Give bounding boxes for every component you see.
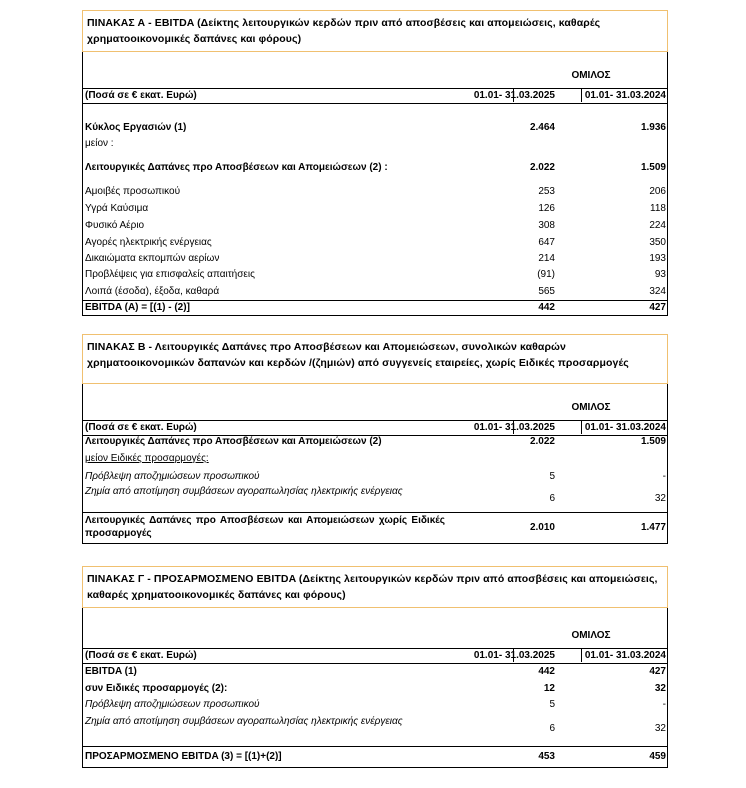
row-value-2024: 193 [649, 253, 666, 264]
table-row [83, 218, 667, 234]
row-value-2024: 350 [649, 237, 666, 248]
row-label: Φυσικό Αέριο [85, 220, 145, 231]
row-label: Ζημία από αποτίμηση συμβάσεων αγοραπωλησίας ηλεκτρικής ενέργειας [85, 716, 403, 727]
table-row [83, 184, 667, 200]
row-label: Αγορές ηλεκτρικής ενέργειας [85, 237, 212, 248]
row-value-2025: 2.022 [529, 162, 555, 173]
row-value-2024: 1.936 [640, 122, 666, 133]
column-header-2025: 01.01- 31.03.2025 [473, 90, 555, 101]
table-row [83, 267, 667, 283]
row-value-2024: 427 [649, 302, 666, 313]
table-row [83, 235, 667, 251]
row-value-2024: 427 [649, 666, 666, 677]
row-label: EBITDA (1) [85, 666, 137, 677]
row-label: μείον : [85, 138, 114, 149]
column-header-2024: 01.01- 31.03.2024 [584, 90, 666, 101]
table-row [83, 485, 667, 513]
row-value-2025: 442 [538, 302, 555, 313]
row-value-2024: - [662, 471, 666, 482]
row-value-2025: 2.010 [529, 522, 555, 533]
group-header: ΟΜΙΛΟΣ [571, 630, 611, 641]
table-b-title: ΠΙΝΑΚΑΣ Β - Λειτουργικές Δαπάνες προ Αποσβέσεων και Απομειώσεων, συνολικών καθαρών χρηματοοικονομικών δαπανών και κερδών /(ζημιών) από συγγενείς εταιρείες, χωρίς Ειδικές προσαρμογές [82, 334, 668, 384]
table-row [83, 201, 667, 217]
row-value-2024: 206 [649, 186, 666, 197]
row-value-2025: 5 [549, 699, 555, 710]
row-label: Ζημία από αποτίμηση συμβάσεων αγοραπωλησίας ηλεκτρικής ενέργειας [85, 486, 403, 497]
row-value-2025: 12 [543, 683, 555, 694]
row-value-2025: 253 [538, 186, 555, 197]
table-row [83, 664, 667, 680]
units-label: (Ποσά σε € εκατ. Ευρώ) [85, 422, 197, 433]
column-header-2025: 01.01- 31.03.2025 [473, 422, 555, 433]
table-a [82, 10, 668, 316]
table-b-body [82, 384, 668, 544]
row-label: Κύκλος Εργασιών (1) [85, 122, 187, 133]
table-row [83, 681, 667, 697]
table-row [83, 120, 667, 136]
row-label: Πρόβλεψη αποζημιώσεων προσωπικού [85, 699, 260, 710]
row-label: Δικαιώματα εκπομπών αερίων [85, 253, 220, 264]
row-value-2025: 5 [549, 471, 555, 482]
table-row [83, 469, 667, 485]
table-row [83, 434, 667, 450]
row-value-2025: 214 [538, 253, 555, 264]
row-value-2025: 565 [538, 286, 555, 297]
row-value-2024: - [662, 699, 666, 710]
table-c-body [82, 608, 668, 768]
total-row [83, 514, 667, 542]
row-value-2024: 459 [649, 751, 666, 762]
total-row [83, 300, 667, 316]
row-value-2025: 6 [549, 723, 555, 734]
group-header: ΟΜΙΛΟΣ [571, 402, 611, 413]
row-value-2025: 2.464 [529, 122, 555, 133]
row-label: Υγρά Καύσιμα [85, 203, 149, 214]
column-header-2024: 01.01- 31.03.2024 [584, 650, 666, 661]
table-row [83, 136, 667, 152]
table-a-body [82, 52, 668, 316]
table-row [83, 715, 667, 743]
row-label: Λειτουργικές Δαπάνες προ Αποσβέσεων και Απομειώσεων (2) : [85, 162, 388, 173]
table-c-title: ΠΙΝΑΚΑΣ Γ - ΠΡΟΣΑΡΜΟΣΜΕΝΟ EBITDA (Δείκτης λειτουργικών κερδών πριν από αποσβέσεις και απομειώσεις, καθαρές χρηματοοικονομικές δαπάνες και φόρους) [82, 566, 668, 608]
column-header-2024: 01.01- 31.03.2024 [584, 422, 666, 433]
row-label: Πρόβλεψη αποζημιώσεων προσωπικού [85, 471, 260, 482]
row-label: Αμοιβές προσωπικού [85, 186, 181, 197]
row-value-2024: 118 [650, 203, 666, 214]
table-row [83, 284, 667, 300]
table-row [83, 451, 667, 467]
units-label: (Ποσά σε € εκατ. Ευρώ) [85, 650, 197, 661]
row-value-2024: 32 [654, 723, 666, 734]
row-label: Λειτουργικές Δαπάνες προ Αποσβέσεων και Απομειώσεων χωρίς Ειδικές προσαρμογές [85, 515, 445, 539]
row-value-2025: 308 [538, 220, 555, 231]
row-value-2024: 32 [654, 493, 666, 504]
row-value-2024: 93 [654, 269, 666, 280]
row-label: Λοιπά (έσοδα), έξοδα, καθαρά [85, 286, 220, 297]
row-value-2025: 453 [538, 751, 555, 762]
row-value-2025: 126 [538, 203, 555, 214]
row-value-2025: 442 [538, 666, 555, 677]
row-value-2025: 647 [538, 237, 555, 248]
row-label: μείον Ειδικές προσαρμογές: [85, 453, 209, 464]
row-label: Προβλέψεις για επισφαλείς απαιτήσεις [85, 269, 255, 280]
group-header: ΟΜΙΛΟΣ [571, 70, 611, 81]
row-label: ΠΡΟΣΑΡΜΟΣΜΕΝΟ EBITDA (3) = [(1)+(2)] [85, 751, 282, 762]
row-value-2025: 6 [549, 493, 555, 504]
column-header-row [83, 88, 667, 104]
units-label: (Ποσά σε € εκατ. Ευρώ) [85, 90, 197, 101]
column-header-2025: 01.01- 31.03.2025 [473, 650, 555, 661]
table-row [83, 251, 667, 267]
row-value-2024: 1.509 [640, 436, 666, 447]
row-value-2025: (91) [537, 269, 555, 280]
table-row [83, 160, 667, 176]
row-label: EBITDA (A) = [(1) - (2)] [85, 302, 190, 313]
row-value-2024: 324 [649, 286, 666, 297]
table-c [82, 566, 668, 768]
table-b [82, 334, 668, 544]
table-a-title: ΠΙΝΑΚΑΣ Α - EBITDA (Δείκτης λειτουργικών κερδών πριν από αποσβέσεις και απομειώσεις, καθαρές χρηματοοικονομικές δαπάνες και φόρους) [82, 10, 668, 52]
total-row [83, 749, 667, 765]
row-value-2024: 1.477 [640, 522, 666, 533]
row-value-2024: 224 [649, 220, 666, 231]
row-label: συν Ειδικές προσαρμογές (2): [85, 683, 228, 694]
column-header-row [83, 648, 667, 664]
row-label: Λειτουργικές Δαπάνες προ Αποσβέσεων και Απομειώσεων (2) [85, 436, 382, 447]
table-row [83, 697, 667, 713]
row-value-2024: 1.509 [640, 162, 666, 173]
row-value-2025: 2.022 [529, 436, 555, 447]
row-value-2024: 32 [654, 683, 666, 694]
